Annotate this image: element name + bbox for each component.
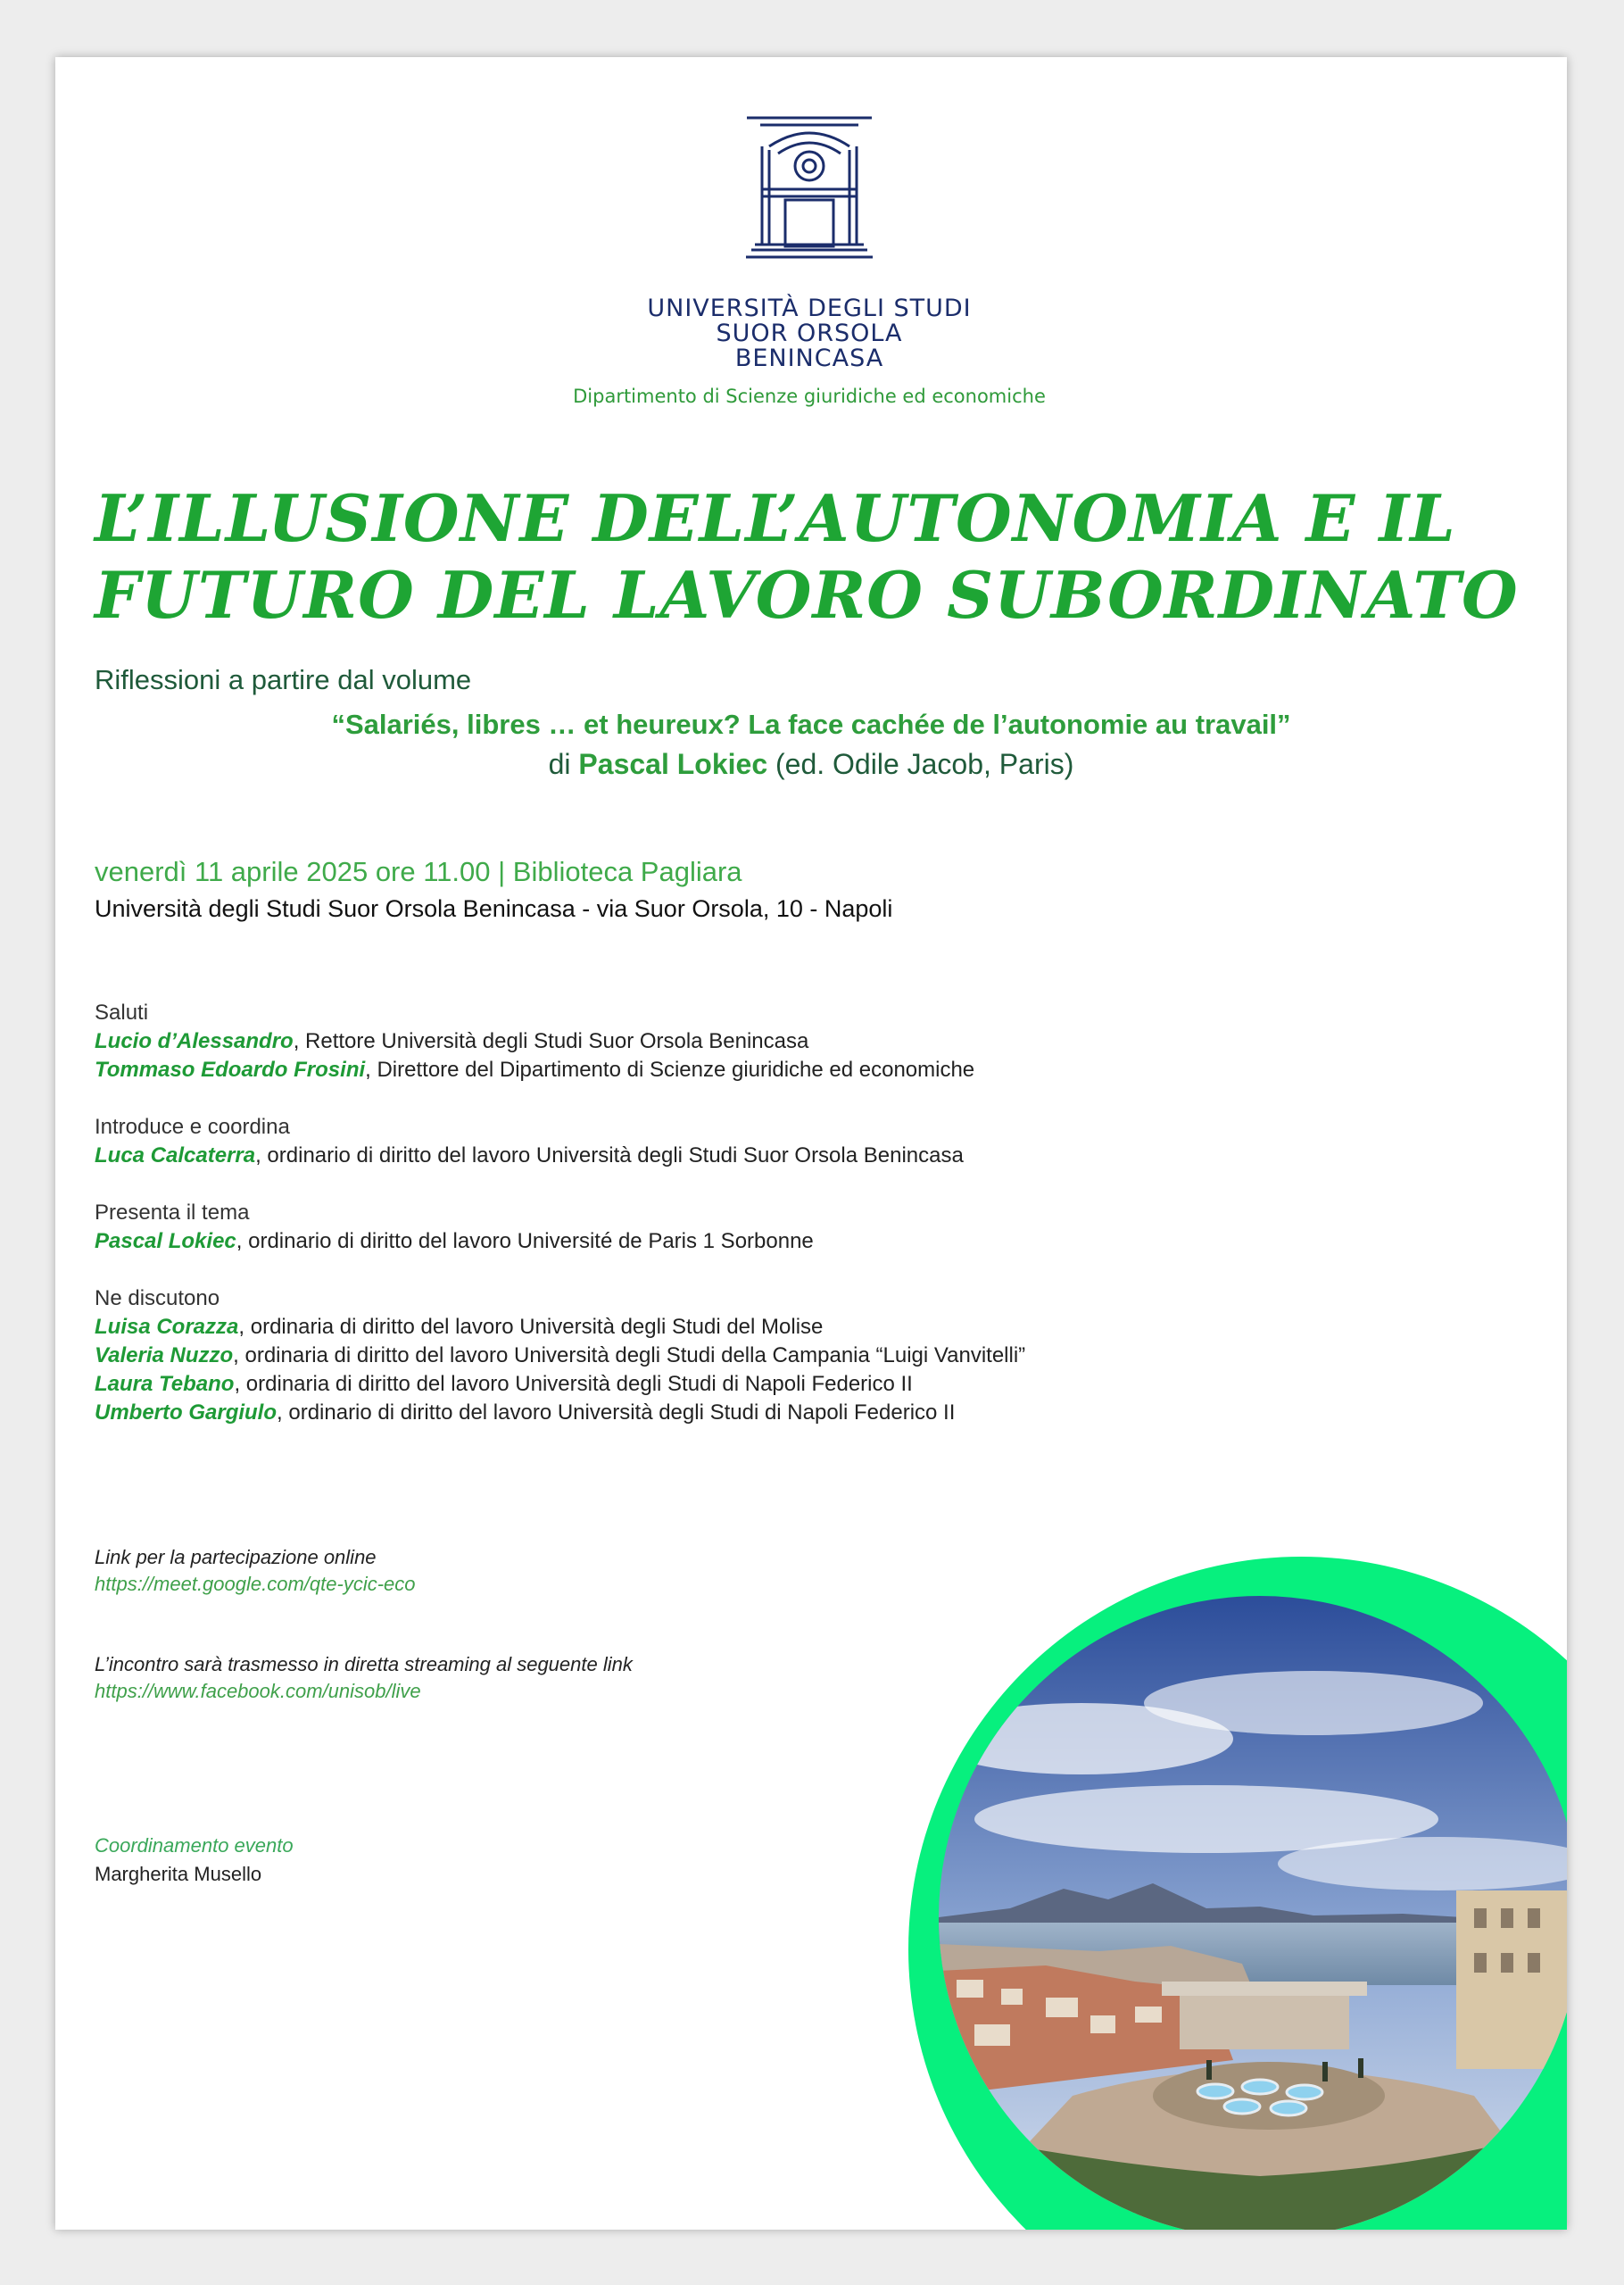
speaker-line [95,1399,1025,1427]
university-name-line: BENINCASA [734,345,884,372]
speaker-name: Pascal Lokiec [95,1229,236,1253]
event-date-venue: venerdì 11 aprile 2025 ore 11.00 | Biblioteca Pagliara [95,856,742,887]
speaker-line [95,1227,1025,1256]
programme-group-presenta [95,1199,1025,1256]
event-title-line: L’ILLUSIONE DELL’AUTONOMIA E IL [95,480,1456,556]
programme-heading: Introduce e coordina [95,1115,290,1139]
speaker-name: Laura Tebano [95,1372,235,1396]
programme-heading: Presenta il tema [95,1201,250,1225]
department-name: Dipartimento di Scienze giuridiche ed economiche [573,386,1046,407]
book-author: Pascal Lokiec [578,748,768,780]
university-logo-icon [742,111,876,289]
book-byline [55,748,1567,781]
event-title [95,480,1558,634]
speaker-line [95,1342,1025,1370]
speaker-name: Tommaso Edoardo Frosini [95,1058,366,1082]
book-edition: (ed. Odile Jacob, Paris) [775,748,1074,780]
participation-links [95,1544,633,1758]
programme-group-introduce [95,1113,1025,1170]
speaker-role: , ordinario di diritto del lavoro Università degli Studi Suor Orsola Benincasa [255,1143,964,1167]
programme-group-saluti [95,999,1025,1084]
byline-prefix: di [548,748,571,780]
speaker-line [95,1370,1025,1399]
university-name [537,296,1081,371]
coordinator-name: Margherita Musello [95,1863,262,1885]
book-title: “Salariés, libres … et heureux? La face cachée de l’autonomie au travail” [331,709,1291,740]
speaker-name: Valeria Nuzzo [95,1343,234,1367]
speaker-line [95,1027,1025,1056]
online-link-block [95,1544,633,1598]
speaker-role: , Direttore del Dipartimento di Scienze giuridiche ed economiche [365,1058,975,1082]
speaker-name: Lucio d’Alessandro [95,1029,294,1053]
speaker-role: , ordinaria di diritto del lavoro Università degli Studi della Campania “Luigi Vanvitelli” [233,1343,1026,1367]
speaker-line [95,1313,1025,1342]
event-coordination [95,1832,294,1889]
university-name-line: UNIVERSITÀ DEGLI STUDI [647,295,972,322]
subtitle: Riflessioni a partire dal volume [95,664,472,695]
stream-link-block [95,1651,633,1705]
speaker-role: , ordinaria di diritto del lavoro Università degli Studi di Napoli Federico II [234,1372,913,1396]
university-name-line: SUOR ORSOLA [716,320,903,347]
speaker-role: , ordinaria di diritto del lavoro Università degli Studi del Molise [238,1315,824,1339]
streaming-link[interactable]: https://www.facebook.com/unisob/live [95,1680,421,1702]
speaker-name: Umberto Gargiulo [95,1400,278,1425]
online-link-label: Link per la partecipazione online [95,1546,377,1568]
speaker-line [95,1056,1025,1084]
programme-heading: Ne discutono [95,1286,220,1310]
event-address: Università degli Studi Suor Orsola Benincasa - via Suor Orsola, 10 - Napoli [95,895,893,922]
speaker-role: , Rettore Università degli Studi Suor Orsola Benincasa [293,1029,809,1053]
coordination-label: Coordinamento evento [95,1834,294,1857]
programme [95,999,1025,1456]
panorama-image [939,1596,1567,2230]
event-title-line: FUTURO DEL LAVORO SUBORDINATO [95,557,1519,633]
naples-panorama-photo [939,1596,1567,2230]
speaker-line [95,1142,1025,1170]
stream-link-label: L’incontro sarà trasmesso in diretta streaming al seguente link [95,1653,633,1675]
programme-group-discutono [95,1284,1025,1427]
programme-heading: Saluti [95,1001,149,1025]
speaker-role: , ordinario di diritto del lavoro Università degli Studi di Napoli Federico II [277,1400,956,1425]
speaker-name: Luca Calcaterra [95,1143,256,1167]
online-meeting-link[interactable]: https://meet.google.com/qte-ycic-eco [95,1573,416,1595]
speaker-name: Luisa Corazza [95,1315,239,1339]
speaker-role: , ordinario di diritto del lavoro Université de Paris 1 Sorbonne [236,1229,814,1253]
poster-page [55,57,1567,2230]
